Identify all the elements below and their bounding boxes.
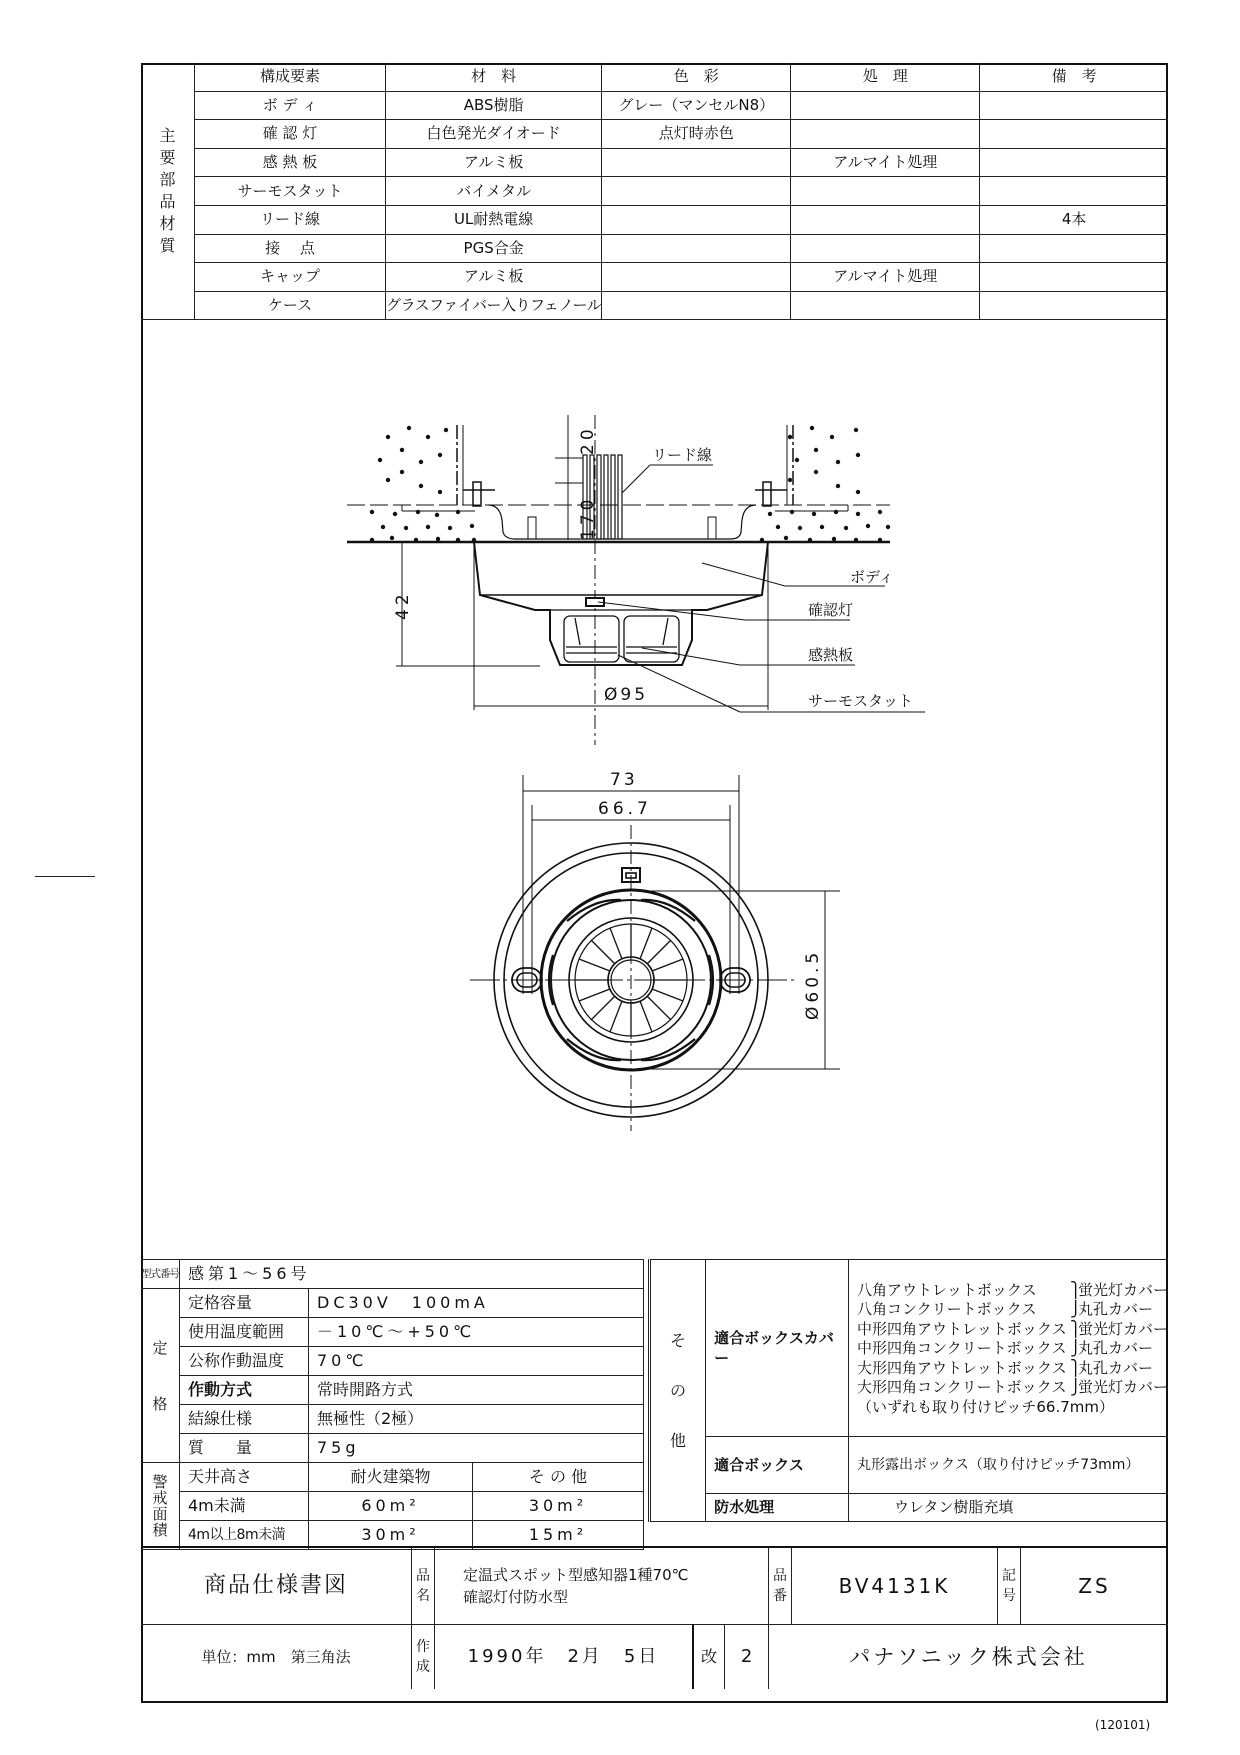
component-cell: ケース	[195, 291, 386, 320]
remarks-cell	[980, 120, 1168, 149]
box-cover-item: 中形四角アウトレットボックス ⎫ 蛍光灯カバー	[856, 1319, 1168, 1338]
color-cell	[602, 148, 791, 177]
rating-row	[141, 1434, 644, 1463]
company-name: パナソニック株式会社	[769, 1625, 1169, 1690]
title-row-1	[141, 1547, 1168, 1625]
remarks-cell	[980, 91, 1168, 120]
component-cell: ボ デ ィ	[195, 91, 386, 120]
rating-row	[141, 1289, 644, 1318]
title-row-2	[141, 1625, 1168, 1690]
rating-item-value: 無極性（2極）	[309, 1405, 644, 1434]
material-cell: PGS合金	[386, 234, 602, 263]
title-block	[141, 1546, 1168, 1689]
created-label: 作 成	[412, 1625, 435, 1690]
box-value: 丸形露出ボックス（取り付けピッチ73mm）	[848, 1437, 1168, 1494]
treatment-cell: アルマイト処理	[791, 148, 980, 177]
color-cell	[602, 234, 791, 263]
material-cell: バイメタル	[386, 177, 602, 206]
component-cell: 感 熱 板	[195, 148, 386, 177]
treatment-cell	[791, 91, 980, 120]
component-cell: キャップ	[195, 263, 386, 292]
model-row	[141, 1260, 644, 1289]
component-cell: 確 認 灯	[195, 120, 386, 149]
material-cell: アルミ板	[386, 148, 602, 177]
label-thermostat: サーモスタット	[808, 692, 914, 710]
materials-table	[141, 63, 1168, 320]
vent-grille	[564, 616, 679, 662]
dim-lead-text: 170	[578, 495, 598, 540]
color-cell	[602, 263, 791, 292]
table-row	[141, 234, 1168, 263]
material-cell: 白色発光ダイオード	[386, 120, 602, 149]
label-heat-plate: 感熱板	[808, 646, 854, 664]
rating-label: 定 格	[141, 1289, 180, 1463]
rating-item-label: 使用温度範囲	[180, 1318, 309, 1347]
table-row	[141, 177, 1168, 206]
table-row	[141, 91, 1168, 120]
rating-item-label: 定格容量	[180, 1289, 309, 1318]
leader-lines	[598, 465, 925, 712]
box-cover-item: 大形四角コンクリートボックス ⎭ 蛍光灯カバー	[856, 1378, 1168, 1397]
dim-height-text: 42	[393, 590, 413, 620]
label-indicator: 確認灯	[808, 601, 854, 619]
area-height: 4m未満	[180, 1492, 309, 1521]
table-row	[141, 263, 1168, 292]
header-component: 構成要素	[195, 63, 386, 91]
model-label: 型式番号	[141, 1260, 180, 1289]
box-row	[650, 1437, 1169, 1494]
component-cell: サーモスタット	[195, 177, 386, 206]
area-header-height: 天井高さ	[180, 1463, 309, 1492]
area-fireproof: 30m²	[309, 1521, 473, 1550]
section-label: 主 要 部 品 材 質	[141, 63, 195, 320]
remarks-cell	[980, 177, 1168, 206]
color-cell: 点灯時赤色	[602, 120, 791, 149]
box-cover-label: 適合ボックスカバー	[706, 1260, 849, 1437]
part-number-label: 品 番	[769, 1547, 792, 1625]
rating-item-value: 70℃	[309, 1347, 644, 1376]
technical-drawing	[141, 330, 1168, 1260]
model-value: 感第1～56号	[180, 1260, 644, 1289]
remarks-cell	[980, 263, 1168, 292]
doc-code: (120101)	[1095, 1718, 1151, 1732]
remarks-cell	[980, 291, 1168, 320]
remarks-cell	[980, 148, 1168, 177]
area-header-row	[141, 1463, 644, 1492]
color-cell	[602, 177, 791, 206]
area-other: 30m²	[473, 1492, 644, 1521]
box-cover-item: 大形四角アウトレットボックス ⎫ 丸孔カバー	[856, 1358, 1153, 1377]
rating-item-label: 結線仕様	[180, 1405, 309, 1434]
rating-item-value: DC30V 100mA	[309, 1289, 644, 1318]
dim-inner-pitch-text: 66.7	[598, 799, 652, 819]
color-cell	[602, 291, 791, 320]
product-name: 定温式スポット型感知器1種70℃ 確認灯付防水型	[435, 1547, 769, 1625]
header-material: 材 料	[386, 63, 602, 91]
header-color: 色 彩	[602, 63, 791, 91]
rating-item-label: 公称作動温度	[180, 1347, 309, 1376]
rating-row	[141, 1347, 644, 1376]
material-cell: UL耐熱電線	[386, 205, 602, 234]
rating-item-value: 75g	[309, 1434, 644, 1463]
dim-diameter-text: Ø95	[604, 685, 649, 705]
label-lead-wire: リード線	[652, 446, 713, 464]
rating-item-value: 常時開路方式	[309, 1376, 644, 1405]
bottom-view	[470, 775, 840, 1131]
symbol-label: 記 号	[998, 1547, 1021, 1625]
box-cover-note: （いずれも取り付けピッチ66.7mm）	[856, 1397, 1115, 1416]
box-cover-list	[848, 1260, 1168, 1437]
waterproof-value: ウレタン樹脂充填	[848, 1494, 1168, 1522]
area-label: 警 戒 面 積	[141, 1463, 180, 1550]
box-cover-item: 八角アウトレットボックス ⎫ 蛍光灯カバー	[856, 1280, 1168, 1299]
ceiling-pattern-left	[370, 426, 476, 542]
area-header-fireproof: 耐火建築物	[309, 1463, 473, 1492]
material-cell: アルミ板	[386, 263, 602, 292]
table-row	[141, 291, 1168, 320]
box-cover-row	[650, 1260, 1169, 1437]
treatment-cell: アルマイト処理	[791, 263, 980, 292]
remarks-cell: 4本	[980, 205, 1168, 234]
symbol: ZS	[1021, 1547, 1169, 1625]
rating-row	[141, 1376, 644, 1405]
rating-row	[141, 1405, 644, 1434]
header-treatment: 処 理	[791, 63, 980, 91]
remarks-cell	[980, 234, 1168, 263]
rating-item-label: 質 量	[180, 1434, 309, 1463]
color-cell: グレー（マンセルN8）	[602, 91, 791, 120]
units: 単位：mm 第三角法	[141, 1625, 412, 1690]
material-cell: グラスファイバー入りフェノール	[386, 291, 602, 320]
treatment-cell	[791, 291, 980, 320]
revision: 2	[725, 1625, 769, 1690]
table-row	[141, 148, 1168, 177]
side-view-labels	[393, 425, 913, 710]
other-table	[648, 1259, 1168, 1522]
materials-header-row	[141, 63, 1168, 91]
treatment-cell	[791, 234, 980, 263]
material-cell: ABS樹脂	[386, 91, 602, 120]
header-remarks: 備 考	[980, 63, 1168, 91]
doc-type: 商品仕様書図	[141, 1547, 412, 1625]
dim-outer-pitch-text: 73	[610, 770, 638, 790]
dim-top-text: 20	[578, 425, 598, 455]
treatment-cell	[791, 120, 980, 149]
other-section-label: そ の 他	[650, 1260, 706, 1522]
table-row	[141, 205, 1168, 234]
treatment-cell	[791, 177, 980, 206]
revision-label: 改	[693, 1625, 725, 1690]
rating-row	[141, 1318, 644, 1347]
area-row	[141, 1492, 644, 1521]
area-other: 15m²	[473, 1521, 644, 1550]
color-cell	[602, 205, 791, 234]
product-name-label: 品 名	[412, 1547, 435, 1625]
dim-diameter-bottom-text: Ø60.5	[803, 948, 823, 1020]
ceiling-pattern-right	[760, 426, 890, 542]
area-fireproof: 60m²	[309, 1492, 473, 1521]
box-label: 適合ボックス	[706, 1437, 849, 1494]
box-cover-item: 中形四角コンクリートボックス ⎭ 丸孔カバー	[856, 1339, 1153, 1358]
area-header-other: そ の 他	[473, 1463, 644, 1492]
rating-item-value: －10℃～+50℃	[309, 1318, 644, 1347]
rating-item-label: 作動方式	[180, 1376, 309, 1405]
part-number: BV4131K	[792, 1547, 998, 1625]
label-body: ボディ	[850, 568, 894, 586]
created-date: 1990年 2月 5日	[435, 1625, 694, 1690]
area-height: 4m以上8m未満	[180, 1521, 309, 1550]
box-cover-item: 八角コンクリートボックス ⎭ 丸孔カバー	[856, 1300, 1153, 1319]
component-cell: リード線	[195, 205, 386, 234]
table-row	[141, 120, 1168, 149]
waterproof-label: 防水処理	[706, 1494, 849, 1522]
spec-table	[141, 1259, 644, 1550]
treatment-cell	[791, 205, 980, 234]
waterproof-row	[650, 1494, 1169, 1522]
margin-mark	[35, 876, 95, 877]
component-cell: 接 点	[195, 234, 386, 263]
